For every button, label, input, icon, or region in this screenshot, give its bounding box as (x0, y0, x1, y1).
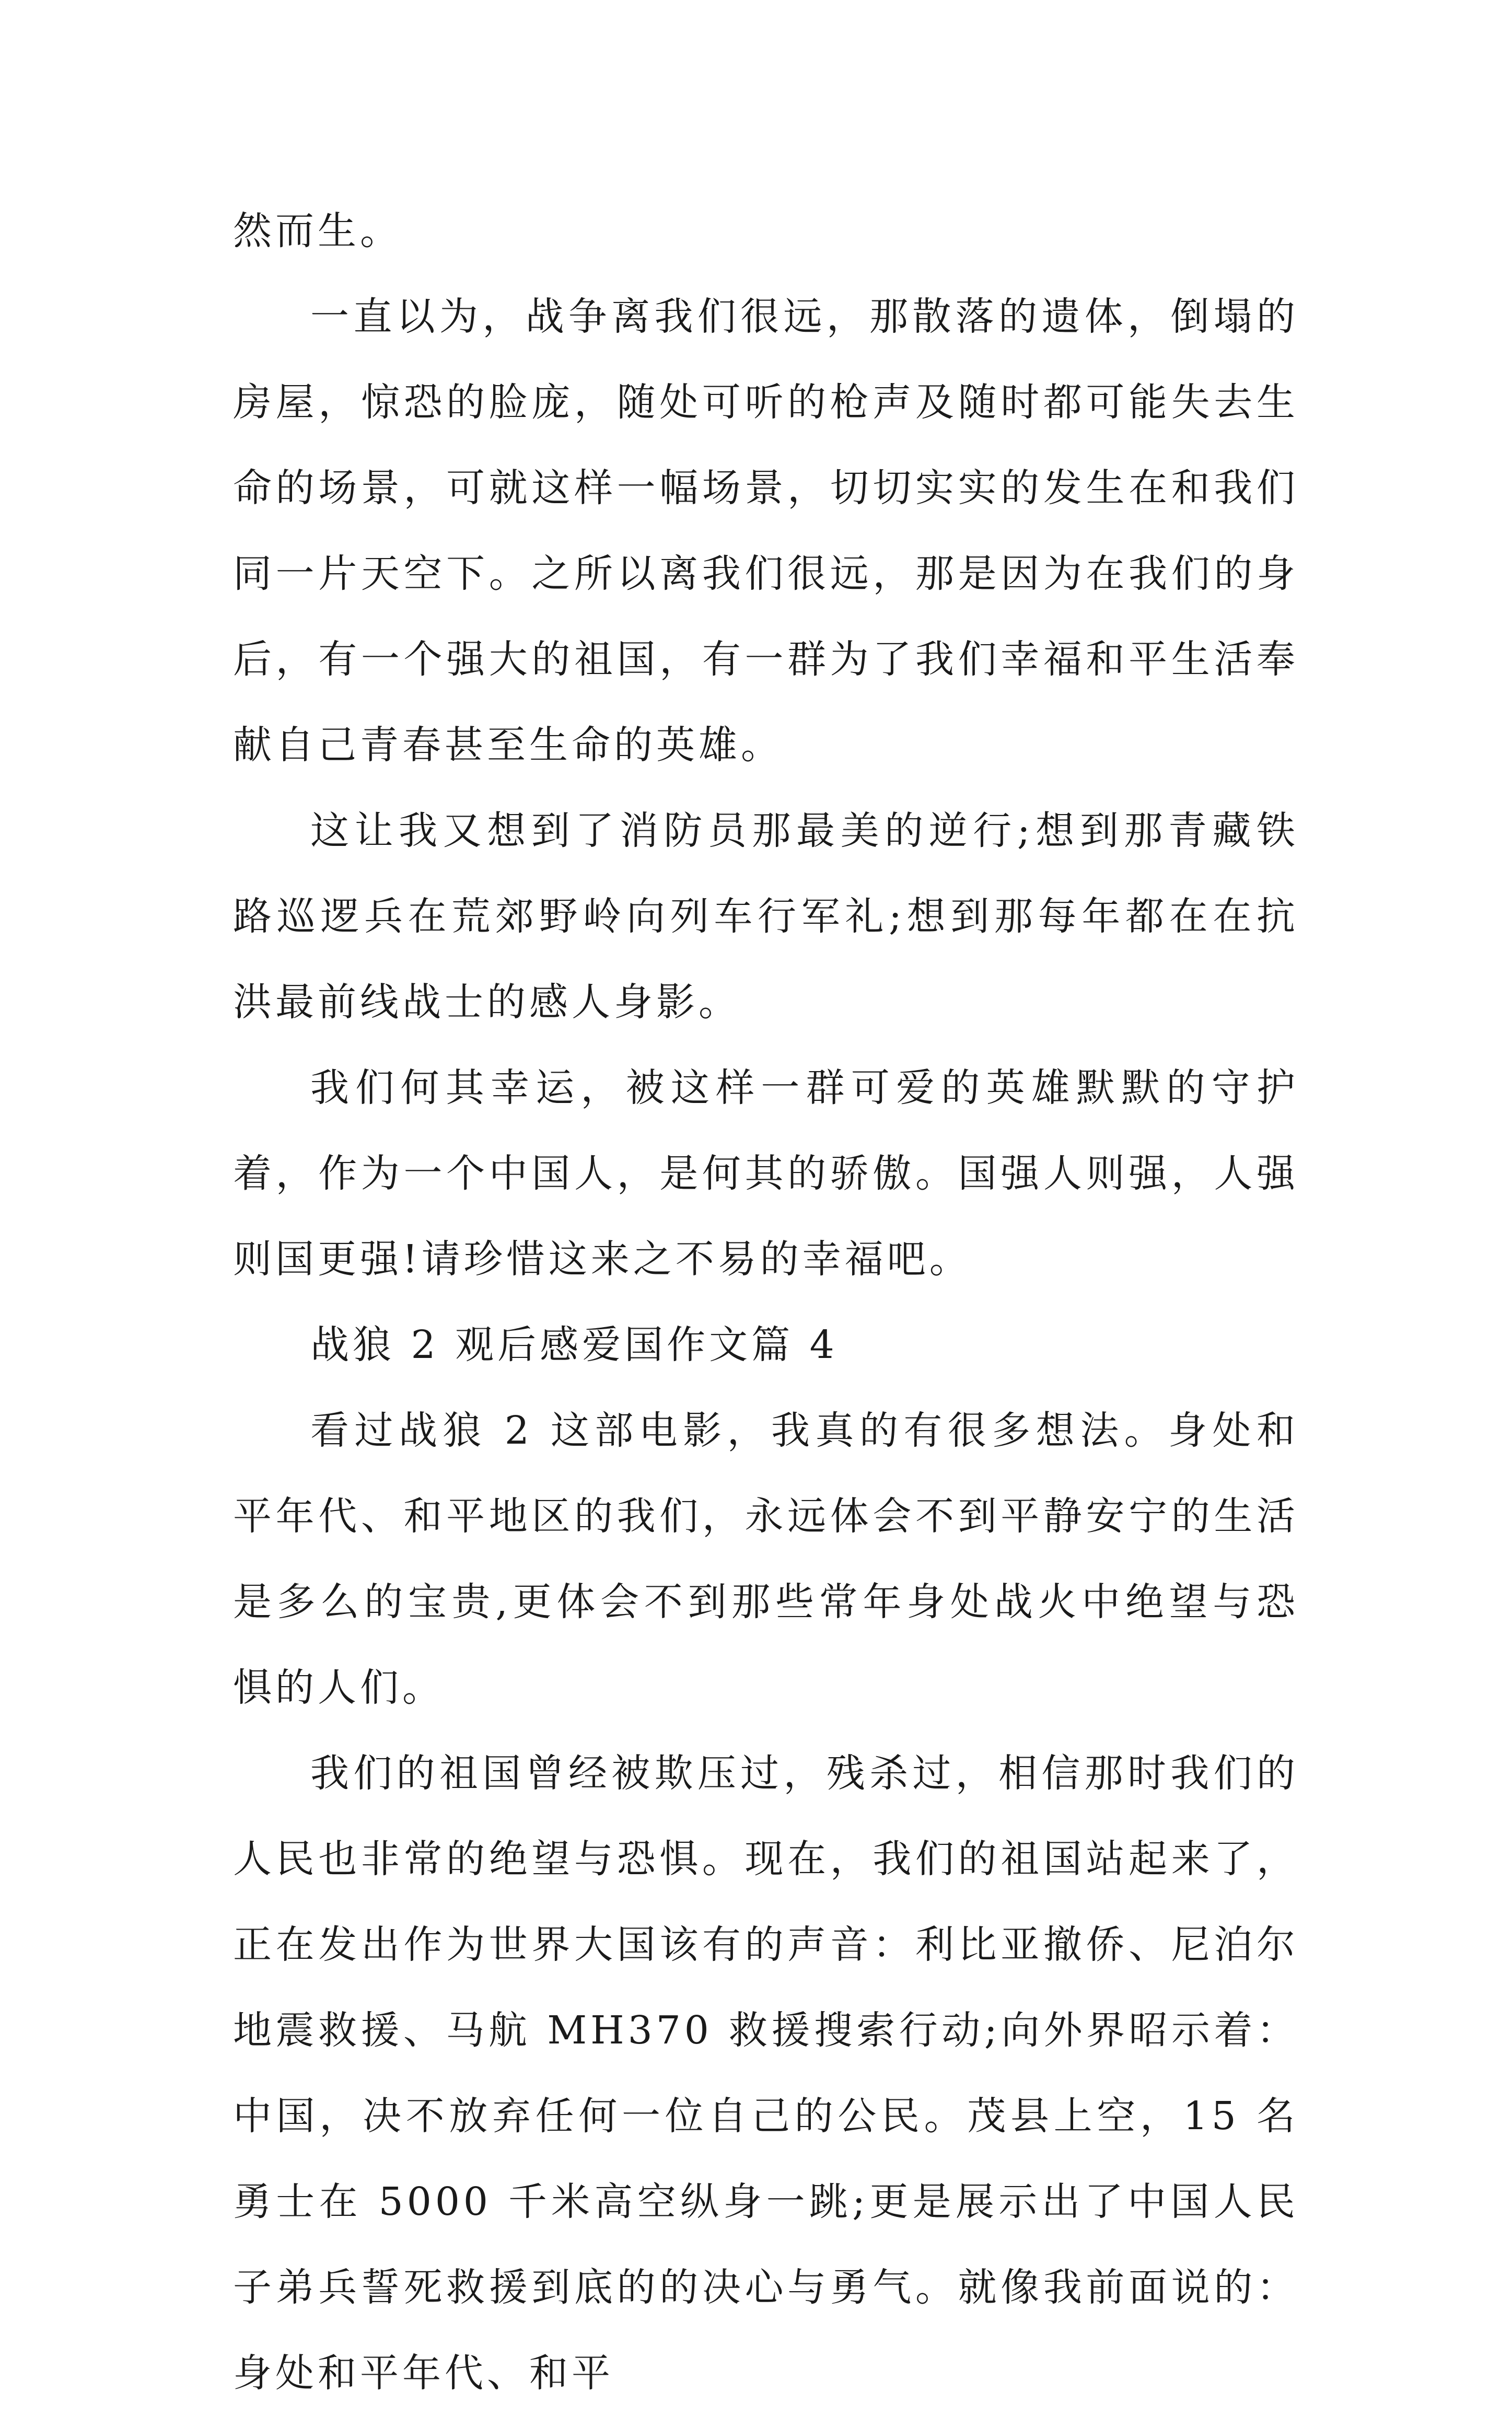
paragraph-continuation: 然而生。 (233, 208, 402, 253)
document-body (233, 188, 1299, 2416)
paragraph-motherland-stood-up: 我们的祖国曾经被欺压过，残杀过，相信那时我们的人民也非常的绝望与恐惧。现在，我们的祖国站起来了，正在发出作为世界大国该有的声音：利比亚撤侨、尼泊尔地震救援、马航 MH370 救援搜索行动;向外界昭示着：中国，决不放弃任何一位自己的公民。茂县上空，15 名勇士在 5000 千米高空纵身一跳;更是展示出了中国人民子弟兵誓死救援到底的的决心与勇气。就像我前面说的：身处和平年代、和平 (233, 1751, 1299, 2396)
paragraph-watched-movie: 看过战狼 2 这部电影，我真的有很多想法。身处和平年代、和平地区的我们，永远体会不到平静安宁的生活是多么的宝贵,更体会不到那些常年身处战火中绝望与恐惧的人们。 (233, 1408, 1299, 1710)
paragraph-war-far-away: 一直以为，战争离我们很远，那散落的遗体，倒塌的房屋，惊恐的脸庞，随处可听的枪声及随时都可能失去生命的场景，可就这样一幅场景，切切实实的发生在和我们同一片天空下。之所以离我们很远，那是因为在我们的身后，有一个强大的祖国，有一群为了我们幸福和平生活奉献自己青春甚至生命的英雄。 (233, 294, 1299, 768)
paragraph-lucky-proud: 我们何其幸运，被这样一群可爱的英雄默默的守护着，作为一个中国人，是何其的骄傲。国强人则强，人强则国更强!请珍惜这来之不易的幸福吧。 (233, 1065, 1299, 1282)
paragraph-heroes-examples: 这让我又想到了消防员那最美的逆行;想到那青藏铁路巡逻兵在荒郊野岭向列车行军礼;想到那每年都在在抗洪最前线战士的感人身影。 (233, 808, 1299, 1025)
section-heading: 战狼 2 观后感爱国作文篇 4 (310, 1322, 838, 1367)
